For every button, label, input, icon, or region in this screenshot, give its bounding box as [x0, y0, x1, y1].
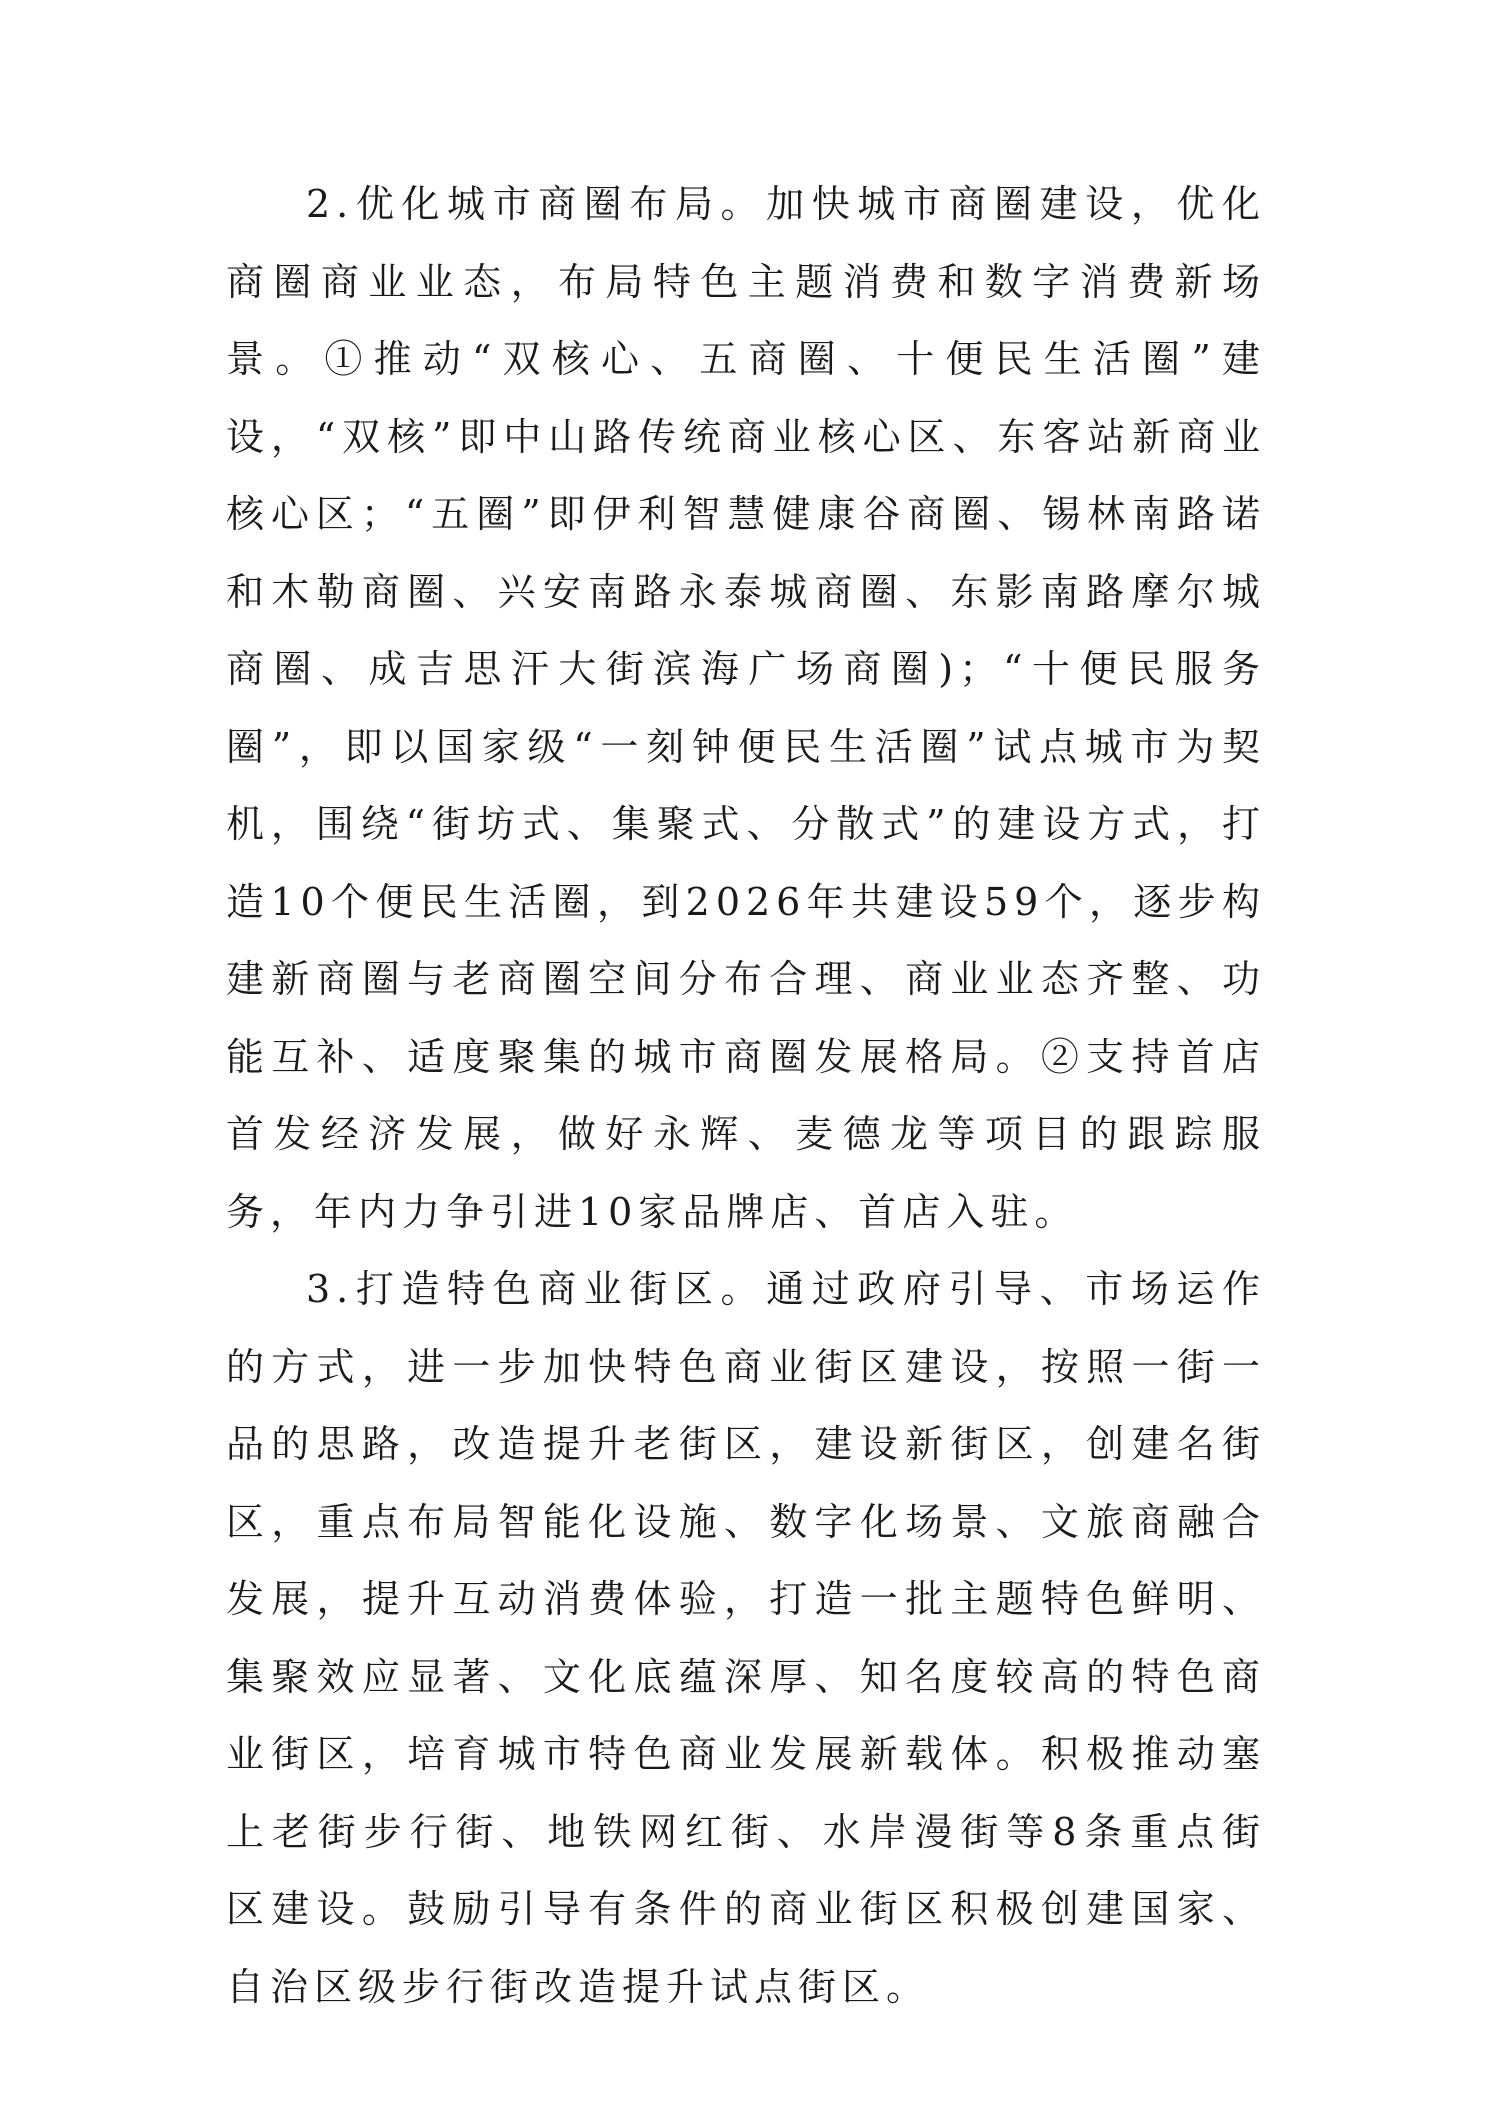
paragraph-commercial-streets: 3.打造特色商业街区。通过政府引导、市场运作的方式，进一步加快特色商业街区建设，按照一街一品的思路，改造提升老街区，建设新街区，创建名街区，重点布局智能化设施、数字化场景、文旅商融合发展，提升互动消费体验，打造一批主题特色鲜明、集聚效应显著、文化底蕴深厚、知名度较高的特色商业街区，培育城市特色商业发展新载体。积极推动塞上老街步行街、地铁网红街、水岸漫街等8条重点街区建设。鼓励引导有条件的商业街区积极创建国家、自治区级步行街改造提升试点街区。	[226, 1267, 1266, 2009]
document-body	[226, 166, 1266, 2026]
paragraph-business-district-layout: 2.优化城市商圈布局。加快城市商圈建设，优化商圈商业业态，布局特色主题消费和数字消费新场景。①推动“双核心、五商圈、十便民生活圈”建设，“双核”即中山路传统商业核心区、东客站新商业核心区；“五圈”即伊利智慧健康谷商圈、锡林南路诺和木勒商圈、兴安南路永泰城商圈、东影南路摩尔城商圈、成吉思汗大街滨海广场商圈)；“十便民服务圈”，即以国家级“一刻钟便民生活圈”试点城市为契机，围绕“街坊式、集聚式、分散式”的建设方式，打造10个便民生活圈，到2026年共建设59个，逐步构建新商圈与老商圈空间分布合理、商业业态齐整、功能互补、适度聚集的城市商圈发展格局。②支持首店首发经济发展，做好永辉、麦德龙等项目的跟踪服务，年内力争引进10家品牌店、首店入驻。	[226, 182, 1266, 1234]
